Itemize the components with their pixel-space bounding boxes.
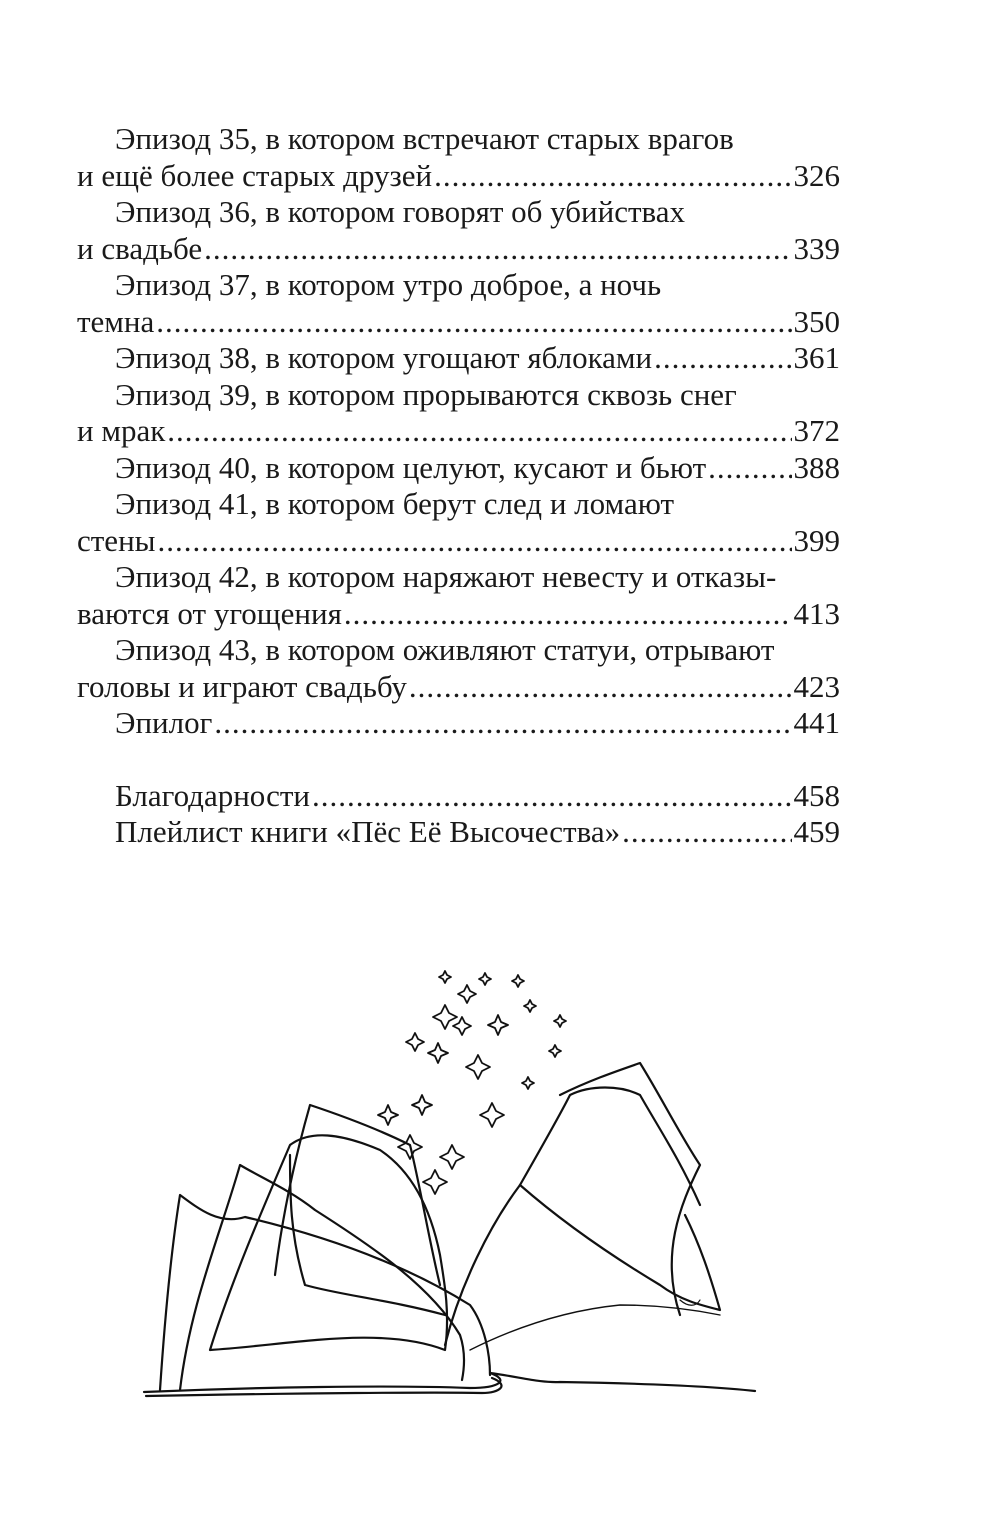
sparkle-icon <box>554 1015 566 1027</box>
sparkle-icon <box>439 971 451 983</box>
page-number: 441 <box>793 705 840 740</box>
dot-leader <box>214 705 791 742</box>
toc-entry-36[interactable] <box>77 194 840 267</box>
sparkle-icon <box>378 1105 398 1125</box>
section-gap <box>77 742 840 778</box>
dot-leader <box>622 814 791 851</box>
dot-leader <box>708 450 791 487</box>
toc-entry-title: Эпизод 40, в котором целуют, кусают и бьют <box>115 449 707 485</box>
page-number: 350 <box>793 303 840 339</box>
page-number: 339 <box>793 230 840 266</box>
toc-entry-title: Эпилог <box>115 705 213 740</box>
book-right-page <box>560 1063 700 1315</box>
book-left-cover <box>160 1195 490 1390</box>
sparkle-icon <box>428 1043 448 1063</box>
book-right-page <box>470 1305 720 1350</box>
toc-entry-title: Эпизод 38, в котором угощают яблоками <box>115 340 653 375</box>
toc-entry-title: Эпизод 36, в котором говорят об убийствах <box>115 194 686 229</box>
toc-entry-39[interactable] <box>77 377 840 450</box>
sparkles <box>378 971 566 1194</box>
sparkle-icon <box>488 1015 508 1035</box>
dot-leader <box>654 340 791 377</box>
sparkle-icon <box>479 973 491 985</box>
sparkle-icon <box>524 1000 536 1012</box>
sparkle-icon <box>412 1095 432 1115</box>
toc-entry-acknowledgements[interactable] <box>77 778 840 815</box>
toc-entry-38[interactable] <box>77 340 840 377</box>
toc-entry-title: Эпизод 42, в котором наряжают невесту и отказы- <box>115 559 777 594</box>
page-number: 458 <box>793 777 840 813</box>
page-number: 372 <box>793 413 840 448</box>
toc-entry-title-cont: ваются от угощения <box>77 595 342 631</box>
book-base-line <box>144 1373 755 1392</box>
toc-entry-title: Эпизод 39, в котором прорываются сквозь снег <box>115 376 737 412</box>
sparkle-icon <box>522 1077 534 1089</box>
toc-entry-43[interactable] <box>77 632 840 705</box>
dot-leader <box>434 158 791 195</box>
dot-leader <box>312 778 792 815</box>
page-number: 423 <box>793 668 840 704</box>
toc-entry-title: Эпизод 41, в котором берут след и ломают <box>115 486 675 521</box>
toc-entry-playlist[interactable] <box>77 814 840 851</box>
page-number: 388 <box>793 449 840 485</box>
sparkle-icon <box>440 1145 464 1169</box>
sparkle-icon <box>480 1103 504 1127</box>
dot-leader <box>167 413 791 450</box>
sparkle-icon <box>466 1055 490 1079</box>
toc-entry-37[interactable] <box>77 267 840 340</box>
sparkle-icon <box>512 975 524 987</box>
dot-leader <box>204 231 791 268</box>
toc-entry-title: Эпизод 43, в котором оживляют статуи, отрывают <box>115 632 775 667</box>
toc-entry-title: Эпизод 37, в котором утро доброе, а ночь <box>115 267 662 302</box>
toc-entry-35[interactable] <box>77 121 840 194</box>
table-of-contents <box>77 121 840 851</box>
sparkle-icon <box>458 985 476 1003</box>
sparkle-icon <box>423 1170 447 1194</box>
toc-entry-42[interactable] <box>77 559 840 632</box>
toc-entry-title-cont: и свадьбе <box>77 230 203 266</box>
dot-leader <box>409 669 792 706</box>
page-number: 399 <box>793 522 840 558</box>
toc-entry-title-cont: стены <box>77 522 156 558</box>
dot-leader <box>344 596 792 633</box>
toc-entry-epilogue[interactable] <box>77 705 840 742</box>
page-number: 413 <box>793 595 840 631</box>
dot-leader <box>156 304 791 341</box>
page-number: 326 <box>793 157 840 193</box>
toc-entry-title-cont: головы и играют свадьбу <box>77 668 407 704</box>
toc-entry-title: Эпизод 35, в котором встречают старых врагов <box>115 121 734 156</box>
toc-entry-title-cont: и мрак <box>77 413 166 448</box>
sparkle-icon <box>453 1017 471 1035</box>
open-book-with-sparkles-icon <box>140 955 760 1405</box>
toc-entry-title: Благодарности <box>115 777 310 813</box>
toc-entry-title: Плейлист книги «Пёс Её Высочества» <box>115 814 621 849</box>
book-left-page <box>275 1105 440 1285</box>
toc-entry-title-cont: и ещё более старых друзей <box>77 157 433 193</box>
toc-entry-title-cont: темна <box>77 303 155 339</box>
book-right-page <box>520 1185 720 1310</box>
dot-leader <box>157 523 791 560</box>
toc-entry-41[interactable] <box>77 486 840 559</box>
page-number: 361 <box>793 340 840 375</box>
sparkle-icon <box>406 1033 424 1051</box>
sparkle-icon <box>549 1045 561 1057</box>
page-number: 459 <box>793 814 840 849</box>
toc-entry-40[interactable] <box>77 450 840 487</box>
